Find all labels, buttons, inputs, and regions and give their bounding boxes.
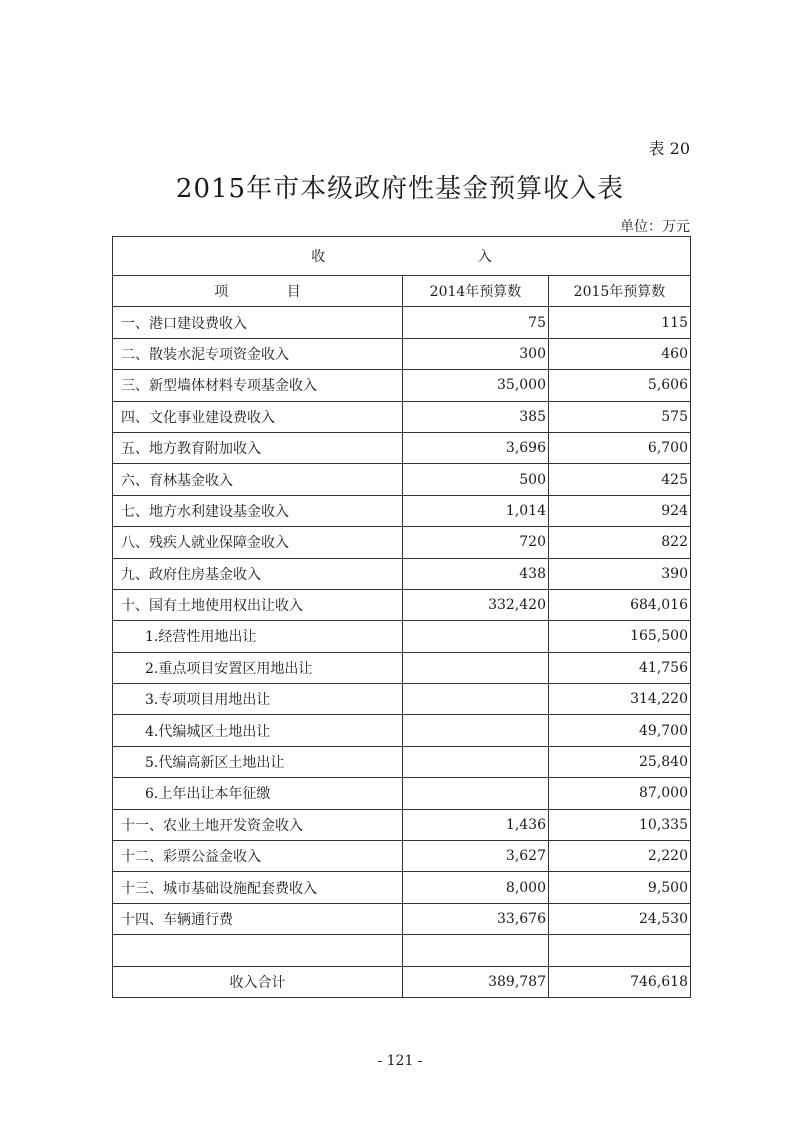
row-item: 三、新型墙体材料专项基金收入 — [113, 370, 403, 401]
row-2014-value: 8,000 — [403, 872, 549, 903]
row-2015-value: 5,606 — [549, 370, 691, 401]
row-2015-value: 87,000 — [549, 778, 691, 809]
row-item: 九、政府住房基金收入 — [113, 558, 403, 589]
row-2014-value — [403, 746, 549, 777]
row-2015-value: 314,220 — [549, 684, 691, 715]
unit-label: 单位：万元 — [620, 219, 690, 235]
row-item: 十二、彩票公益金收入 — [113, 841, 403, 872]
row-item: 十三、城市基础设施配套费收入 — [113, 872, 403, 903]
total-row — [113, 966, 691, 997]
page-title: 2015年市本级政府性基金预算收入表 — [175, 174, 625, 204]
row-2015-value: 460 — [549, 338, 691, 369]
table-number: 表 20 — [648, 139, 690, 158]
row-item: 四、文化事业建设费收入 — [113, 401, 403, 432]
table-row — [113, 652, 691, 683]
header-item-char-2: 目 — [286, 284, 301, 301]
page-number: - 121 - — [377, 1053, 423, 1069]
row-2015-value: 390 — [549, 558, 691, 589]
row-2014-value: 75 — [403, 307, 549, 338]
row-2015-value: 684,016 — [549, 589, 691, 620]
row-item: 4.代编城区土地出让 — [113, 715, 403, 746]
row-item: 十四、车辆通行费 — [113, 903, 403, 934]
total-label: 收入合计 — [113, 966, 403, 997]
table-row — [113, 935, 691, 966]
row-2014-value: 1,436 — [403, 809, 549, 840]
table-row — [113, 903, 691, 934]
total-2015: 746,618 — [549, 966, 691, 997]
row-2014-value: 3,696 — [403, 432, 549, 463]
header-item — [113, 276, 403, 307]
band-header — [113, 237, 691, 276]
table-body — [113, 307, 691, 966]
row-item — [113, 935, 403, 966]
header-2014: 2014年预算数 — [403, 276, 549, 307]
row-2015-value — [549, 935, 691, 966]
row-2014-value: 1,014 — [403, 495, 549, 526]
row-2014-value — [403, 684, 549, 715]
header-2015: 2015年预算数 — [549, 276, 691, 307]
row-item: 2.重点项目安置区用地出让 — [113, 652, 403, 683]
row-2014-value: 332,420 — [403, 589, 549, 620]
table-row — [113, 401, 691, 432]
row-2014-value — [403, 935, 549, 966]
row-2015-value: 24,530 — [549, 903, 691, 934]
table-row — [113, 589, 691, 620]
table-row — [113, 841, 691, 872]
row-2015-value: 575 — [549, 401, 691, 432]
row-item: 1.经营性用地出让 — [113, 621, 403, 652]
table-row — [113, 338, 691, 369]
row-2015-value: 10,335 — [549, 809, 691, 840]
table-row — [113, 809, 691, 840]
row-2014-value: 35,000 — [403, 370, 549, 401]
column-header-row — [113, 276, 691, 307]
table-row — [113, 778, 691, 809]
row-2014-value: 33,676 — [403, 903, 549, 934]
row-2015-value: 2,220 — [549, 841, 691, 872]
table-row — [113, 527, 691, 558]
row-2015-value: 165,500 — [549, 621, 691, 652]
row-2014-value: 385 — [403, 401, 549, 432]
band-char-2: 入 — [477, 249, 492, 265]
band-header-row — [113, 237, 691, 276]
budget-table — [112, 236, 691, 998]
row-item: 6.上年出让本年征缴 — [113, 778, 403, 809]
row-item: 十一、农业土地开发资金收入 — [113, 809, 403, 840]
table-row — [113, 464, 691, 495]
row-item: 八、残疾人就业保障金收入 — [113, 527, 403, 558]
table-row — [113, 558, 691, 589]
row-item: 十、国有土地使用权出让收入 — [113, 589, 403, 620]
row-item: 五、地方教育附加收入 — [113, 432, 403, 463]
row-2015-value: 115 — [549, 307, 691, 338]
header-item-char-1: 项 — [214, 284, 229, 301]
row-2014-value — [403, 778, 549, 809]
row-item: 5.代编高新区土地出让 — [113, 746, 403, 777]
table-row — [113, 307, 691, 338]
table-row — [113, 621, 691, 652]
row-item: 二、散装水泥专项资金收入 — [113, 338, 403, 369]
row-2014-value — [403, 652, 549, 683]
table-row — [113, 495, 691, 526]
row-2014-value: 3,627 — [403, 841, 549, 872]
row-2014-value: 300 — [403, 338, 549, 369]
row-item: 六、育林基金收入 — [113, 464, 403, 495]
row-2014-value: 438 — [403, 558, 549, 589]
band-char-1: 收 — [311, 249, 326, 265]
table-row — [113, 684, 691, 715]
row-2015-value: 822 — [549, 527, 691, 558]
total-2014: 389,787 — [403, 966, 549, 997]
row-2015-value: 6,700 — [549, 432, 691, 463]
row-2014-value — [403, 715, 549, 746]
row-2015-value: 49,700 — [549, 715, 691, 746]
row-2015-value: 9,500 — [549, 872, 691, 903]
row-item: 3.专项项目用地出让 — [113, 684, 403, 715]
row-2015-value: 924 — [549, 495, 691, 526]
table-row — [113, 370, 691, 401]
table-row — [113, 746, 691, 777]
row-2015-value: 41,756 — [549, 652, 691, 683]
row-item: 一、港口建设费收入 — [113, 307, 403, 338]
row-item: 七、地方水利建设基金收入 — [113, 495, 403, 526]
table-row — [113, 432, 691, 463]
table-row — [113, 715, 691, 746]
row-2014-value: 720 — [403, 527, 549, 558]
row-2014-value: 500 — [403, 464, 549, 495]
row-2015-value: 425 — [549, 464, 691, 495]
table-row — [113, 872, 691, 903]
row-2015-value: 25,840 — [549, 746, 691, 777]
row-2014-value — [403, 621, 549, 652]
